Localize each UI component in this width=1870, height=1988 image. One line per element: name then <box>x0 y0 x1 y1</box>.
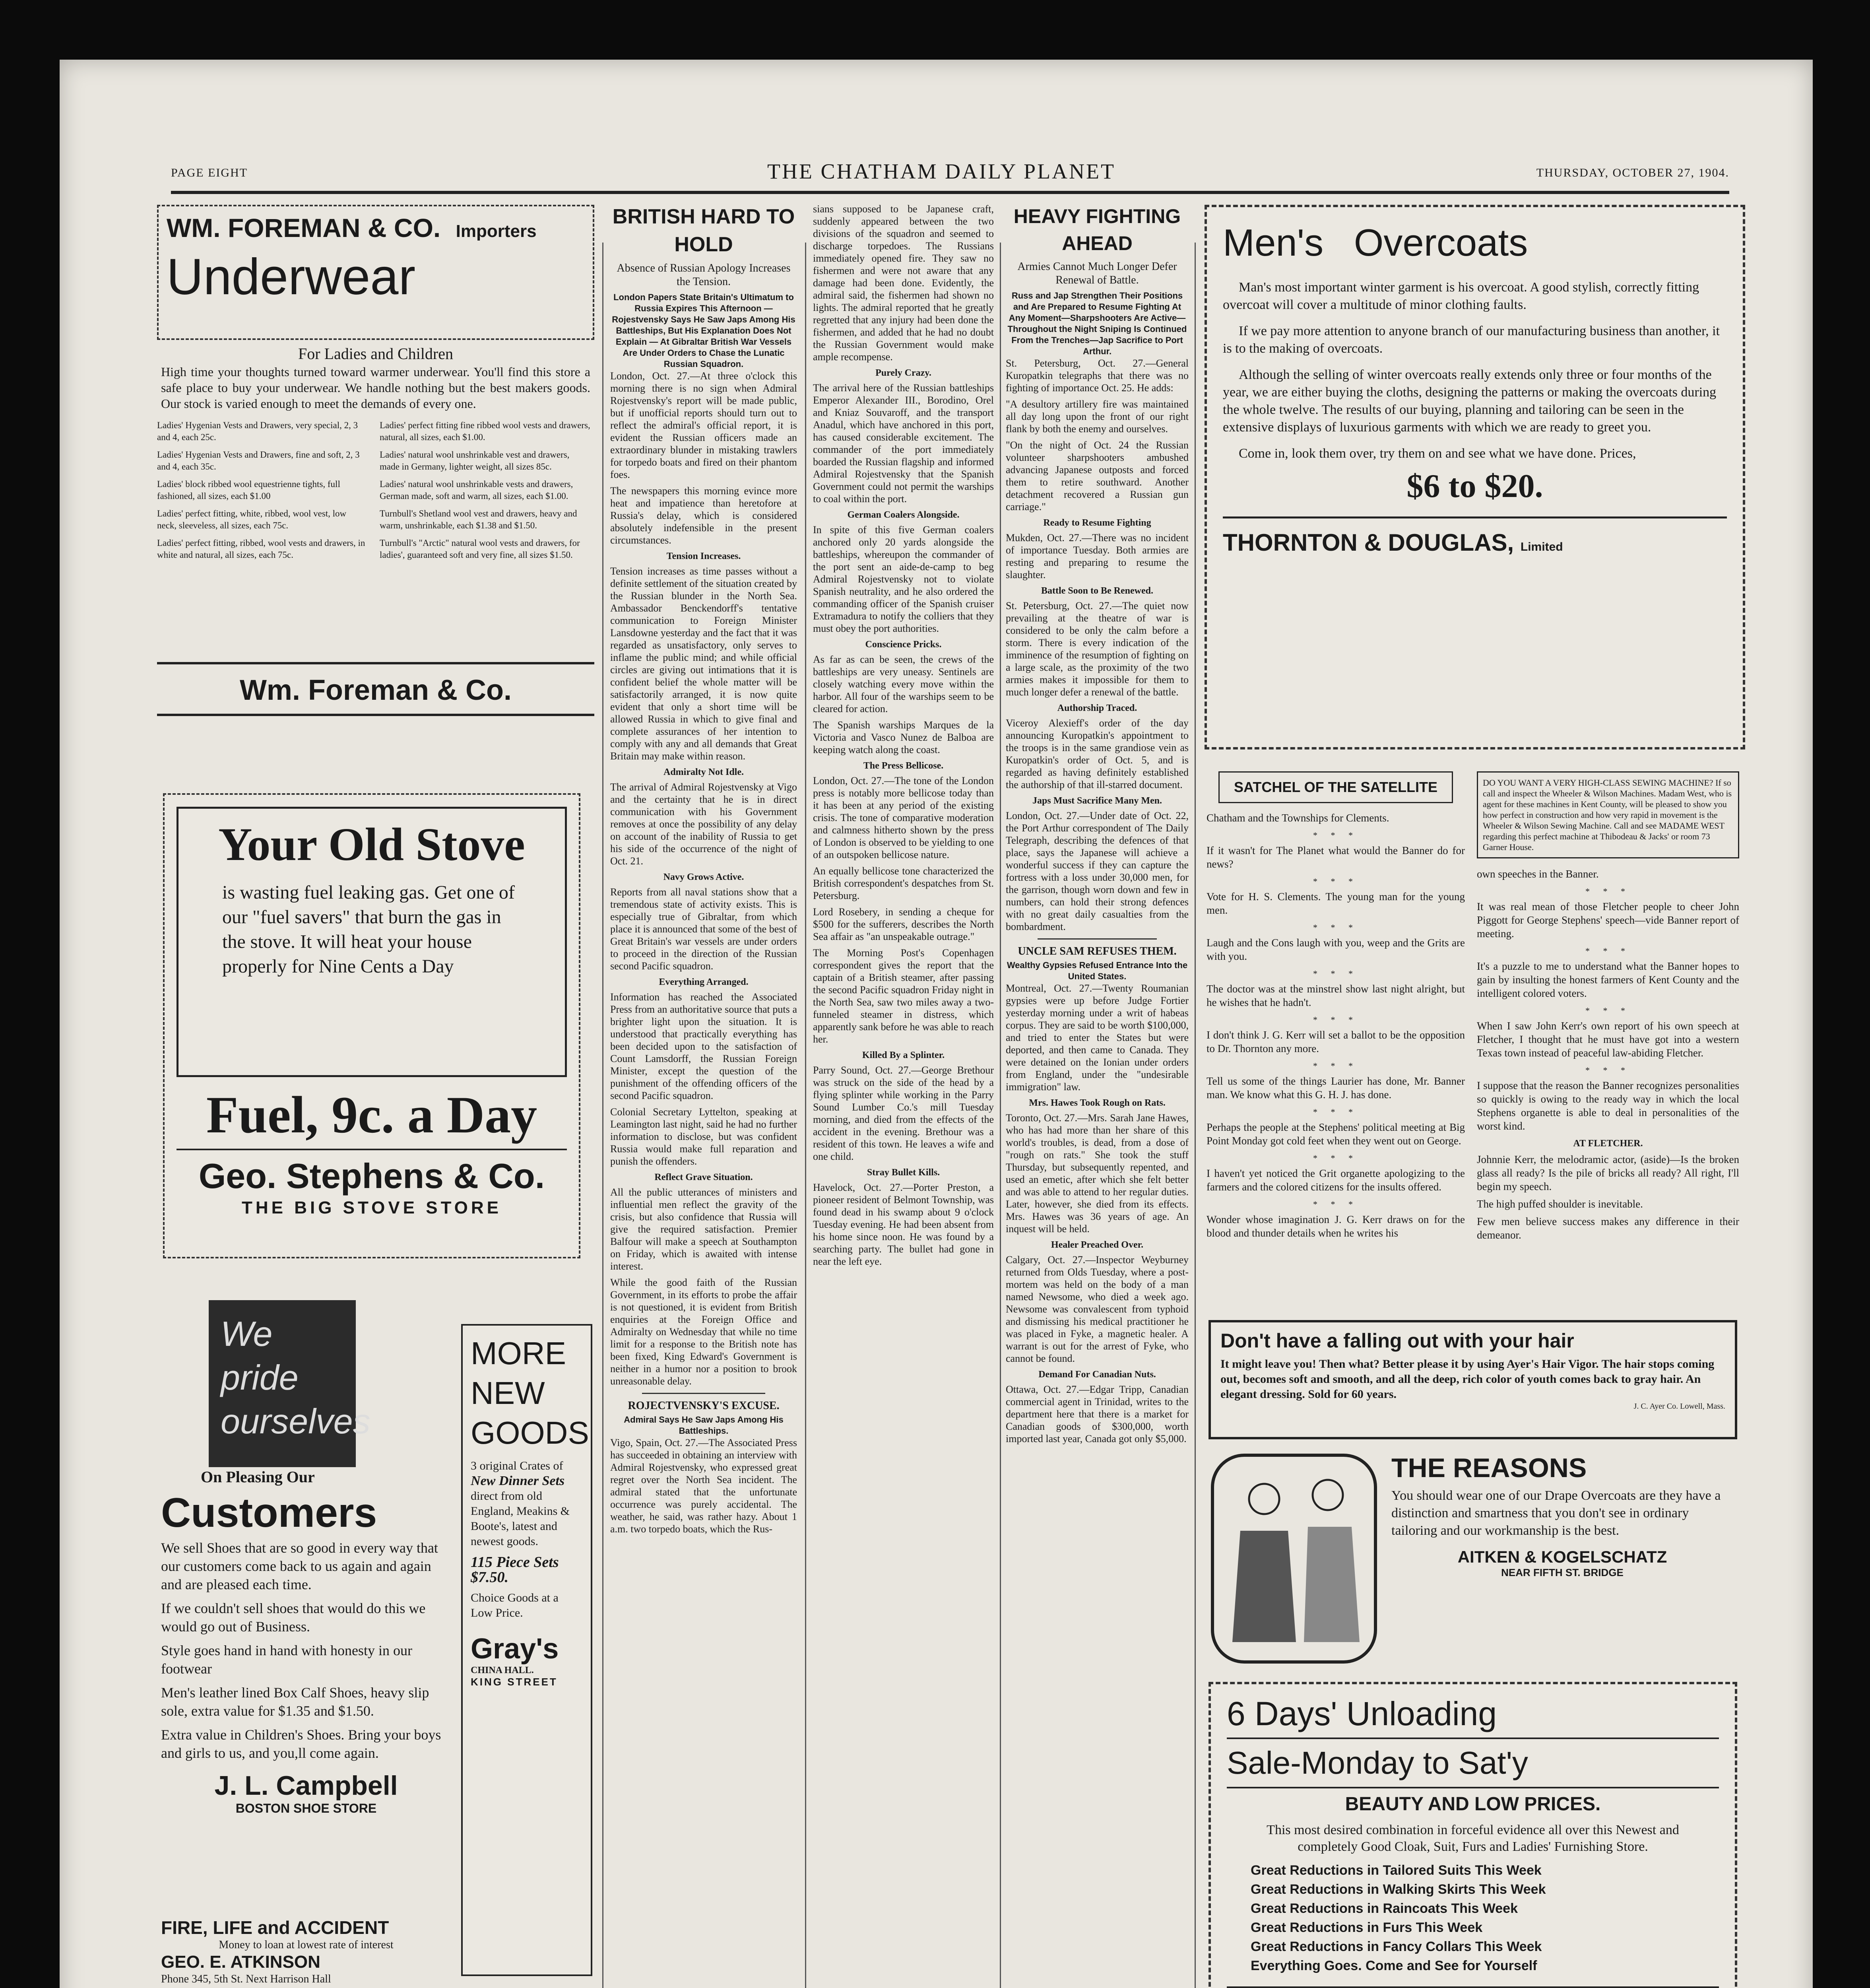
section-subhead: Admiralty Not Idle. <box>663 767 744 777</box>
article-paragraph: As far as can be seen, the crews of the battleships are very uneasy. Sentinels are closely watching every move within the harbor. All four of the warships seem to be cleared for action. <box>813 654 994 714</box>
underwear-headline: Underwear <box>167 248 416 305</box>
article-paragraph: The Morning Post's Copenhagen correspondent gives the report that the captain of a British steamer, after passing the second Pacific squadron Friday night in the North Sea, saw two miles away a two-funneled steamer in distress, which apparently sank before he was able to reach her. <box>813 947 994 1045</box>
masthead-rule <box>171 191 1729 194</box>
stove-headline: Your Old Stove <box>218 818 525 870</box>
atkinson-address: Phone 345, 5th St. Next Harrison Hall <box>161 1973 331 1985</box>
page-label: PAGE EIGHT <box>171 166 248 179</box>
reduction-item: Great Reductions in Furs This Week <box>1251 1920 1483 1935</box>
separator-stars: * * * <box>1313 876 1358 886</box>
price-item: Ladies' Hygenian Vests and Drawers, very special, 2, 3 and 4, each 25c. <box>157 420 358 442</box>
healer-headline: Healer Preached Over. <box>1051 1240 1144 1250</box>
grays-line: direct from old England, Meakins & Boote's, latest and newest goods. <box>471 1489 570 1548</box>
article-paragraph: The arrival here of the Russian battleships Emperor Alexander III., Borodino, Orel and Kniaz Souvaroff, and the transport Anadul, which have anchored in this port, has caused considerable excitement. The commander of the port immediately boarded the Russian flagship and informed Admiral Rojestvensky that the Spanish Government could not permit the warships to coal within the port. <box>813 382 994 505</box>
shoe-paragraph: Style goes hand in hand with honesty in our footwear <box>161 1642 412 1677</box>
price-item: Ladies' block ribbed wool equestrienne tights, full fashioned, all sizes, each $1.00 <box>157 479 340 501</box>
sam-headline: UNCLE SAM REFUSES THEM. <box>1018 945 1177 957</box>
column-item: It's a puzzle to me to understand what the Banner hopes to gain by insulting the honest farmers of Kent County and the intelligent colored voters. <box>1477 960 1739 999</box>
article-paragraph: London, Oct. 27.—The tone of the London press is notably more bellicose today than it has been at any period of the existing crisis. The tone of comparative moderation and calmness hitherto shown by the press of London is observed to be yielding to one of an outspoken bellicose nature. <box>813 775 994 860</box>
article-rule <box>1038 938 1157 940</box>
overcoats-firm: THORNTON & DOUGLAS, <box>1223 529 1514 556</box>
satchel-item: Vote for H. S. Clements. The young man for the young men. <box>1207 891 1465 916</box>
shoe-paragraph: Men's leather lined Box Calf Shoes, heavy slip sole, extra value for $1.35 and $1.50. <box>161 1685 429 1719</box>
sewing-machine-ad: DO YOU WANT A VERY HIGH-CLASS SEWING MACHINE? If so call and inspect the Wheeler & Wilson Machines. Madam West, who is agent for these machines in Kent County, will be pleased to show you how perfect in construction and how very rapid in movement is the Wheeler & Wilson Sewing Machine. Call and see MADAME WEST regarding this perfect machine at Thibodeau & Jacks' or room 73 Garner House. <box>1477 771 1739 858</box>
column-divider <box>805 243 806 1988</box>
reasons-firm: AITKEN & KOGELSCHATZ <box>1457 1547 1667 1566</box>
satchel-item: Chatham and the Townships for Clements. <box>1207 812 1389 824</box>
shoe-headline: Customers <box>161 1490 377 1536</box>
article-paragraph: In spite of this five German coalers anchored only 20 yards alongside the battleships, whereupon the commander of the port sent an aide-de-camp to beg Admiral Rojestvensky not to violate Spanish neutrality, and he also ordered the commanding officer of the Spanish cruiser Extramadura to notify the colliers that they must obey the port authorities. <box>813 524 994 634</box>
price-item: Ladies' perfect fitting, ribbed, wool vests and drawers, in white and natural, all sizes, each 75c. <box>157 538 365 560</box>
column-divider <box>602 243 603 1988</box>
separator-stars: * * * <box>1585 946 1631 956</box>
grays-line: 3 original Crates of <box>471 1459 563 1472</box>
reasons-ad <box>1209 1451 1737 1674</box>
column-item: It was real mean of those Fletcher people to cheer John Piggott for George Stephens' speech—vide Banner report of meeting. <box>1477 901 1739 940</box>
overcoats-firm-suffix: Limited <box>1520 540 1563 553</box>
article-paragraph: The newspapers this morning evince more heat and impatience than heretofore at Russia's delay, which is considered absolutely indefensible in the present circumstances. <box>610 485 797 546</box>
stove-body: is wasting fuel leaking gas. Get one of our "fuel savers" that burn the gas in the stove. It will heat your house properly for Nine Cents a Day <box>222 882 515 977</box>
logo-line: pride <box>221 1358 299 1397</box>
ayers-hair-vigor-ad <box>1209 1320 1737 1439</box>
article-paragraph: "A desultory artillery fire was maintained all day long upon the front of our right flank by both the enemy and ourselves. <box>1006 398 1189 435</box>
grays-suffix: CHINA HALL. <box>471 1665 534 1675</box>
article-paragraph: The Spanish warships Marques de la Victoria and Vasco Nunez de Balboa are keeping watch along the coast. <box>813 719 994 755</box>
separator-stars: * * * <box>1313 1061 1358 1071</box>
ad-rule <box>1227 1787 1719 1788</box>
column-item: own speeches in the Banner. <box>1477 868 1599 880</box>
section-subhead: The Press Bellicose. <box>863 761 944 771</box>
ad-rule <box>1227 1738 1719 1739</box>
article-paragraph: Toronto, Oct. 27.—Mrs. Sarah Jane Hawes, who has had more than her share of this world's troubles, is dead, from a dose of "rough on rats." She took the stuff Thursday, but subsequently repented, and used an emetic, after which she felt better and was able to attend to her regular duties. Later, however, she died from its effects. Mrs. Hawes was 36 years of age. An inquest will be held. <box>1006 1112 1189 1235</box>
ad-rule <box>177 1149 567 1150</box>
british-deck: London Papers State Britain's Ultimatum to Russia Expires This Afternoon — Rojestvensky Says He Saw Japs Among His Battleships, But His Explanation Does Not Explain — At Gibraltar British War Vessels Are Under Orders to Chase the Lunatic Russian Squadron. <box>612 292 795 369</box>
overcoats-paragraph: Although the selling of winter overcoats really extends only three or four months of the year, we are either buying the cloths, designing the patterns or making the overcoats during the whole twelve. The results of our buying, planning and tailoring can be seen in the extensive displays of luxurious garments with which we are ready to greet you. <box>1223 367 1717 435</box>
satchel-item: Laugh and the Cons laugh with you, weep and the Grits are with you. <box>1207 937 1465 962</box>
price-item: Ladies' perfect fitting, white, ribbed, wool vest, low neck, sleeveless, all sizes, each 75c. <box>157 509 347 530</box>
article-paragraph: London, Oct. 27.—Under date of Oct. 22, the Port Arthur correspondent of The Daily Telegraph, describing the defences of that place, says the Japanese will achieve a wonderful success if they can capture the fortress with a loss under 30,000 men, for the garrison, though worn down and few in numbers, can hold their strong defences with no great daily casualties from the bombardment. <box>1006 810 1189 932</box>
heavy-subtitle: Armies Cannot Much Longer Defer Renewal of Battle. <box>1017 260 1177 286</box>
british-subtitle: Absence of Russian Apology Increases the Tension. <box>617 262 791 288</box>
article-rule <box>642 1393 765 1394</box>
grays-headline-line: GOODS <box>471 1415 589 1450</box>
article-paragraph: Colonial Secretary Lyttelton, speaking at Leamington last night, said he had no further information to disclose, but was confident Russia would make full reparation and punish the offenders. <box>610 1106 797 1167</box>
satchel-headline: SATCHEL OF THE SATELLITE <box>1218 771 1453 803</box>
overcoats-paragraph: Come in, look them over, try them on and see what we have done. Prices, <box>1239 446 1636 461</box>
section-subhead: Navy Grows Active. <box>663 872 744 882</box>
shoe-firm: J. L. Campbell <box>214 1771 398 1801</box>
british-article <box>610 203 797 1539</box>
price-item: Ladies' Hygenian Vests and Drawers, fine and soft, 2, 3 and 4, each 35c. <box>157 450 360 472</box>
shoe-paragraph: If we couldn't sell shoes that would do this we would go out of Business. <box>161 1600 426 1635</box>
shoe-paragraph: We sell Shoes that are so good in every way that our customers come back to us again and again and are pleased each time. <box>161 1540 438 1592</box>
masthead <box>171 159 1729 187</box>
foreman-role: Importers <box>456 221 537 241</box>
price-item: Ladies' natural wool unshrinkable vest and drawers, made in Germany, lighter weight, all sizes 85c. <box>380 450 570 472</box>
overcoats-price: $6 to $20. <box>1406 468 1543 505</box>
continued-article <box>813 203 994 1272</box>
reduction-item: Great Reductions in Raincoats This Week <box>1251 1901 1518 1916</box>
article-paragraph: Vigo, Spain, Oct. 27.—The Associated Press has succeeded in obtaining an interview with Admiral Rojestvensky, who expressed great regret over the North Sea incident. The admiral stated that the unfortunate occurrence was purely accidental. The weather, he said, was rather hazy. About 1 a.m. two torpedo boats, which the Rus- <box>610 1437 797 1535</box>
foreman-firm: WM. FOREMAN & CO. <box>167 213 441 243</box>
grays-line: 115 Piece Sets $7.50. <box>471 1554 559 1586</box>
overcoats-paragraph: Man's most important winter garment is his overcoat. A good stylish, correctly fitting overcoat will cover a multitude of minor clothing faults. <box>1223 280 1699 312</box>
reasons-headline: THE REASONS <box>1391 1453 1587 1483</box>
underwear-price-list <box>157 419 594 567</box>
section-subhead: Authorship Traced. <box>1057 703 1137 713</box>
article-paragraph: Ottawa, Oct. 27.—Edgar Tripp, Canadian commercial agent in Trinidad, writes to the department here that there is a market for Canadian goods of $300,000, worth imported last year, Canada got only $5,000. <box>1006 1384 1189 1444</box>
newspaper-page <box>60 60 1813 1988</box>
stove-firm: Geo. Stephens & Co. <box>198 1156 545 1196</box>
atkinson-insurance-ad <box>161 1916 451 1988</box>
underwear-subtitle: For Ladies and Children <box>298 345 453 363</box>
grays-line: New Dinner Sets <box>471 1474 565 1488</box>
urban-store-ad <box>1209 1682 1737 1988</box>
price-item: Ladies' perfect fitting fine ribbed wool vests and drawers, natural, all sizes, each $1.00. <box>380 420 590 442</box>
separator-stars: * * * <box>1313 830 1358 840</box>
foreman-signature: Wm. Foreman & Co. <box>239 674 512 706</box>
grays-china-ad <box>461 1324 592 1976</box>
heavy-headline: HEAVY FIGHTING AHEAD <box>1013 205 1181 254</box>
article-paragraph: The arrival of Admiral Rojestvensky at Vigo and the certainty that he is in direct communication with his Government removes at once the possibility of any delay on account of the inability of Russia to get his side of the occurrence of the night of Oct. 21. <box>610 781 797 867</box>
separator-stars: * * * <box>1313 1015 1358 1025</box>
underwear-intro: High time your thoughts turned toward warmer underwear. You'll find this store a safe place to buy your underwear. We handle nothing but the best makers goods. Our stock is varied enough to meet the demands of every one. <box>161 365 590 411</box>
grays-firm: Gray's <box>471 1633 559 1665</box>
grays-headline-line: MORE <box>471 1336 566 1371</box>
satchel-item: I haven't yet noticed the Grit organette apologizing to the farmers and the colored citizens for the insults offered. <box>1207 1167 1465 1193</box>
column-divider <box>1195 243 1196 1988</box>
section-subhead: German Coalers Alongside. <box>847 510 960 520</box>
grays-headline-line: NEW <box>471 1375 545 1411</box>
price-item: Ladies' natural wool unshrinkable vests and drawers, German made, soft and warm, all sizes, each $1.00. <box>380 479 573 501</box>
satchel-item: I don't think J. G. Kerr will set a ballot to be the opposition to Dr. Thornton any more. <box>1207 1029 1465 1054</box>
price-item: Turnbull's "Arctic" natural wool vests and drawers, for ladies', guaranteed soft and very fine, all sizes $1.50. <box>380 538 580 560</box>
separator-stars: * * * <box>1585 1006 1631 1015</box>
issue-date: THURSDAY, OCTOBER 27, 1904. <box>1536 166 1729 179</box>
hair-body: It might leave you! Then what? Better please it by using Ayer's Hair Vigor. The hair stops coming out, becomes soft and smooth, and all the deep, rich color of youth comes back to gray hair. An elegant dressing. Sold for 60 years. <box>1220 1357 1715 1401</box>
satchel-item: Perhaps the people at the Stephens' political meeting at Big Point Monday got cold feet when they went out on George. <box>1207 1121 1465 1147</box>
reasons-body: You should wear one of our Drape Overcoats are they have a distinction and smartness that you don't see in ordinary tailoring and our workmanship is the best. <box>1391 1488 1721 1538</box>
reduction-item: Great Reductions in Walking Skirts This Week <box>1251 1882 1546 1897</box>
article-paragraph: Reports from all naval stations show that a tremendous state of activity exists. This is especially true of Gibraltar, from which place it is announced that some of the best of Great Britain's war vessels are under orders to proceed in the direction of the Russian second Pacific squadron. <box>610 886 797 972</box>
fletcher-subhead: AT FLETCHER. <box>1573 1138 1643 1149</box>
reduction-item: Great Reductions in Tailored Suits This Week <box>1251 1863 1542 1878</box>
ad-rule <box>157 714 594 716</box>
hawes-headline: Mrs. Hawes Took Rough on Rats. <box>1029 1098 1166 1108</box>
article-paragraph: St. Petersburg, Oct. 27.—General Kuropatkin telegraphs that there was no fighting of importance Oct. 25. He adds: <box>1006 357 1189 394</box>
shoe-ad <box>161 1300 451 1912</box>
foreman-underwear-ad <box>157 205 594 753</box>
separator-stars: * * * <box>1585 1065 1631 1075</box>
atkinson-name: GEO. E. ATKINSON <box>161 1952 320 1972</box>
article-paragraph: sians supposed to be Japanese craft, suddenly appeared between the two divisions of the squadron and seemed to discharge torpedoes. The Russians immediately opened fire. They saw no fishermen and were not aware that any damage had been done. Evidently, the admiral said, the fishermen had shown no lights. The admiral reported that he greatly regretted that any injury had been done the fishermen, and added that he had no doubt the Russian Government would make ample recompense. <box>813 203 994 363</box>
heavy-deck: Russ and Jap Strengthen Their Positions and Are Prepared to Resume Fighting At Any Moment—Sharpshooters Are Active—Throughout the Night Sniping Is Continued From the Trenches—Jap Sacrifice to Port Arthur. <box>1007 291 1187 356</box>
separator-stars: * * * <box>1313 1153 1358 1163</box>
column-item: Few men believe success makes any difference in their demeanor. <box>1477 1215 1739 1241</box>
satchel-of-the-satellite <box>1207 771 1465 1244</box>
heavy-fighting-article <box>1006 203 1189 1449</box>
unloading-sub: Sale-Monday to Sat'y <box>1227 1745 1528 1780</box>
shoe-subtitle: On Pleasing Our <box>201 1468 315 1486</box>
right-column <box>1477 771 1739 1246</box>
satchel-item: The doctor was at the minstrel show last night alright, but he wishes that he hadn't. <box>1207 983 1465 1008</box>
separator-stars: * * * <box>1313 1199 1358 1209</box>
article-paragraph: London, Oct. 27.—At three o'clock this morning there is no sign when Admiral Rojestvensky's report will be made public, but if unofficial reports should turn out to reflect the admiral's official report, it is evident the Russian officers made an extraordinary blunder in mistaking trawlers for torpedo boats and fired on their phantom foes. <box>610 370 797 480</box>
british-headline: BRITISH HARD TO HOLD <box>612 205 795 256</box>
stove-tagline: THE BIG STOVE STORE <box>241 1198 502 1217</box>
sam-deck: Wealthy Gypsies Refused Entrance Into the United States. <box>1007 960 1188 981</box>
article-paragraph: Viceroy Alexieff's order of the day announcing Kuropatkin's appointment to the troops is in the same grandiose vein as Kuropatkin's order of Oct. 5, and is regarded as having definitely established the authorship of that ill-starred document. <box>1006 717 1189 790</box>
section-subhead: Purely Crazy. <box>875 368 931 378</box>
hair-maker: J. C. Ayer Co. Lowell, Mass. <box>1633 1402 1725 1411</box>
article-paragraph: St. Petersburg, Oct. 27.—The quiet now prevailing at the theatre of war is considered to be only the calm before a storm. There is every indication of the imminence of the resumption of fighting on a large scale, as the proximity of the two armies makes it impossible for them to much longer defer a renewal of the battle. <box>1006 600 1189 698</box>
column-item: The high puffed shoulder is inevitable. <box>1477 1198 1643 1210</box>
ad-rule <box>157 662 594 664</box>
column-item: When I saw John Kerr's own report of his own speech at Fletcher, I thought that he must have got into a western Texas town instead of peaceful law-abiding Fletcher. <box>1477 1020 1739 1059</box>
hair-headline: Don't have a falling out with your hair <box>1220 1330 1574 1352</box>
atkinson-headline: FIRE, LIFE and ACCIDENT <box>161 1917 389 1938</box>
excuse-deck: Admiral Says He Saw Japs Among His Battleships. <box>624 1415 784 1436</box>
column-item: Johnnie Kerr, the melodramic actor, (aside)—Is the broken glass all ready? Is the pile of bricks all ready? All right, I'll begin my speech. <box>1477 1153 1739 1192</box>
article-paragraph: All the public utterances of ministers and influential men reflect the gravity of the crisis, but also confidence that Russia will give the required satisfaction. Premier Balfour will make a speech at Southampton on Friday, which is awaited with intense interest. <box>610 1186 797 1272</box>
section-subhead: Conscience Pricks. <box>865 639 942 650</box>
article-paragraph: Montreal, Oct. 27.—Twenty Roumanian gypsies were up before Judge Fortier yesterday morning under a writ of habeas corpus. They are said to be worth $100,000, and tried to enter the States but were deported, and then came to Canada. They were detained on the Ionian under orders from England, under the "undesirable immigration" law. <box>1006 982 1189 1093</box>
separator-stars: * * * <box>1313 922 1358 932</box>
atkinson-loan: Money to loan at lowest rate of interest <box>219 1939 394 1951</box>
overcoats-headline-right: Overcoats <box>1354 221 1528 264</box>
excuse-headline: ROJECTVENSKY'S EXCUSE. <box>628 1400 780 1412</box>
article-paragraph: Information has reached the Associated Press from an authoritative source that puts a brighter light upon the situation. It is understood that practically everything has been decided upon to the satisfaction of Count Lamsdorff, the Russian Foreign Minister, except the question of the punishment of the offending officers of the second Pacific squadron. <box>610 991 797 1101</box>
logo-line: We <box>221 1314 273 1353</box>
article-paragraph: Calgary, Oct. 27.—Inspector Weyburney returned from Olds Tuesday, where a post-mortem was held on the body of a man named Newsome, who died a week ago. Newsome was convalescent from typhoid and dismissing his medical practitioner he was placed in Fyke, a magnetic healer. A warrant is out for the arrest of Fyke, who cannot be found. <box>1006 1254 1189 1364</box>
stove-price: Fuel, 9c. a Day <box>206 1085 537 1144</box>
shoe-paragraph: Extra value in Children's Shoes. Bring your boys and girls to us, and you,ll come again. <box>161 1727 441 1761</box>
satchel-item: Tell us some of the things Laurier has done, Mr. Banner man. We know what this G. H. J. has done. <box>1207 1075 1465 1101</box>
overcoats-paragraph: If we pay more attention to anyone branch of our manufacturing business than another, it is to the making of overcoats. <box>1223 324 1720 356</box>
column-divider <box>1000 243 1001 1988</box>
separator-stars: * * * <box>1313 969 1358 978</box>
reduction-item: Great Reductions in Fancy Collars This Week <box>1251 1939 1542 1954</box>
grays-street: KING STREET <box>471 1676 558 1688</box>
separator-stars: * * * <box>1313 1107 1358 1117</box>
satchel-item: Wonder whose imagination J. G. Kerr draws on for the blood and thunder details when he writes his <box>1207 1213 1465 1239</box>
price-item: Turnbull's Shetland wool vest and drawers, heavy and warm, unshrinkable, each $1.38 and $1.50. <box>380 509 577 530</box>
satchel-item: If it wasn't for The Planet what would the Banner do for news? <box>1207 845 1465 870</box>
overcoats-ad <box>1205 205 1745 749</box>
tailor-illustration <box>1209 1451 1379 1666</box>
shoe-store: BOSTON SHOE STORE <box>235 1801 377 1815</box>
section-subhead: Battle Soon to Be Renewed. <box>1041 586 1153 596</box>
article-paragraph: Tension increases as time passes without a definite settlement of the situation created by the Russian blunder in the North Sea. Ambassador Benckendorff's tentative communication to Foreign Minister Lansdowne yesterday and the fact that it was regarded as unsatisfactory, only serves to inflame the public mind; and while official circles are giving out intimations that it is confident belief the whole matter will be satisfactorily arranged, it is now quite evident that only a short time will be allowed Russia in which to give final and complete assurances of her intention to comply with any and all demands that Great Britain may make within reason. <box>610 565 797 762</box>
article-paragraph: While the good faith of the Russian Government, in its efforts to probe the affair is not questioned, it is evident from British enquiries at the Foreign Office and Admiralty on Wednesday that while no time limit for a response to the British note has been fixed, King Edward's Government is neither in a humor nor a position to brook unreasonable delay. <box>610 1277 797 1387</box>
section-subhead: Everything Arranged. <box>659 977 749 987</box>
separator-stars: * * * <box>1585 886 1631 896</box>
logo-line: ourselves <box>221 1402 371 1441</box>
section-subhead: Tension Increases. <box>666 551 741 561</box>
ad-rule <box>1223 516 1727 518</box>
grays-line: Choice Goods at a Low Price. <box>471 1591 559 1619</box>
reduction-item: Everything Goes. Come and See for Yourself <box>1251 1958 1537 1973</box>
unloading-headline: 6 Days' Unloading <box>1227 1695 1497 1732</box>
splinter-headline: Killed By a Splinter. <box>862 1050 945 1060</box>
we-pride-ourselves-logo <box>209 1300 371 1467</box>
unloading-tagline: BEAUTY AND LOW PRICES. <box>1345 1794 1601 1815</box>
section-subhead: Reflect Grave Situation. <box>654 1172 753 1182</box>
bullet-headline: Stray Bullet Kills. <box>867 1167 940 1178</box>
article-paragraph: Mukden, Oct. 27.—There was no incident of importance Tuesday. Both armies are resting and preparing to resume the slaughter. <box>1006 532 1189 580</box>
stove-ad <box>163 793 580 1258</box>
article-paragraph: Havelock, Oct. 27.—Porter Preston, a pioneer resident of Belmont Township, was found dead in his swamp about 9 o'clock Tuesday evening. He had been absent from his home since noon. He was found by a searching party. The bullet had gone in near the left eye. <box>813 1182 994 1267</box>
overcoats-headline-left: Men's <box>1223 221 1324 264</box>
article-paragraph: "On the night of Oct. 24 the Russian volunteer sharpshooters ambushed advancing Japanese outposts and forced them to retire southward. Another detachment recovered a Russian gun carriage." <box>1006 439 1189 513</box>
reasons-location: NEAR FIFTH ST. BRIDGE <box>1501 1567 1624 1578</box>
paper-title: THE CHATHAM DAILY PLANET <box>767 159 1116 183</box>
section-subhead: Japs Must Sacrifice Many Men. <box>1032 796 1162 806</box>
unloading-body: This most desired combination in forceful evidence all over this Newest and completely Good Cloak, Suit, Furs and Ladies' Furnishing Store. <box>1267 1823 1679 1854</box>
article-paragraph: Lord Rosebery, in sending a cheque for $500 for the sufferers, describes the North Sea affair as "an unspeakable outrage." <box>813 906 994 942</box>
nuts-headline: Demand For Canadian Nuts. <box>1038 1369 1156 1380</box>
article-paragraph: An equally bellicose tone characterized the British correspondent's despatches from St. Petersburg. <box>813 865 994 901</box>
section-subhead: Ready to Resume Fighting <box>1043 518 1151 528</box>
column-item: I suppose that the reason the Banner recognizes personalities so quickly is owing to the ready way in which the local Stephens organette is able to deal in personalities of the worst kind. <box>1477 1079 1739 1132</box>
article-paragraph: Parry Sound, Oct. 27.—George Brethour was struck on the side of the head by a flying splinter while working in the Parry Sound Lumber Co.'s mill Tuesday morning, and died from the effects of the accident in the evening. Brethour was a resident of this town. He leaves a wife and one child. <box>813 1064 994 1162</box>
